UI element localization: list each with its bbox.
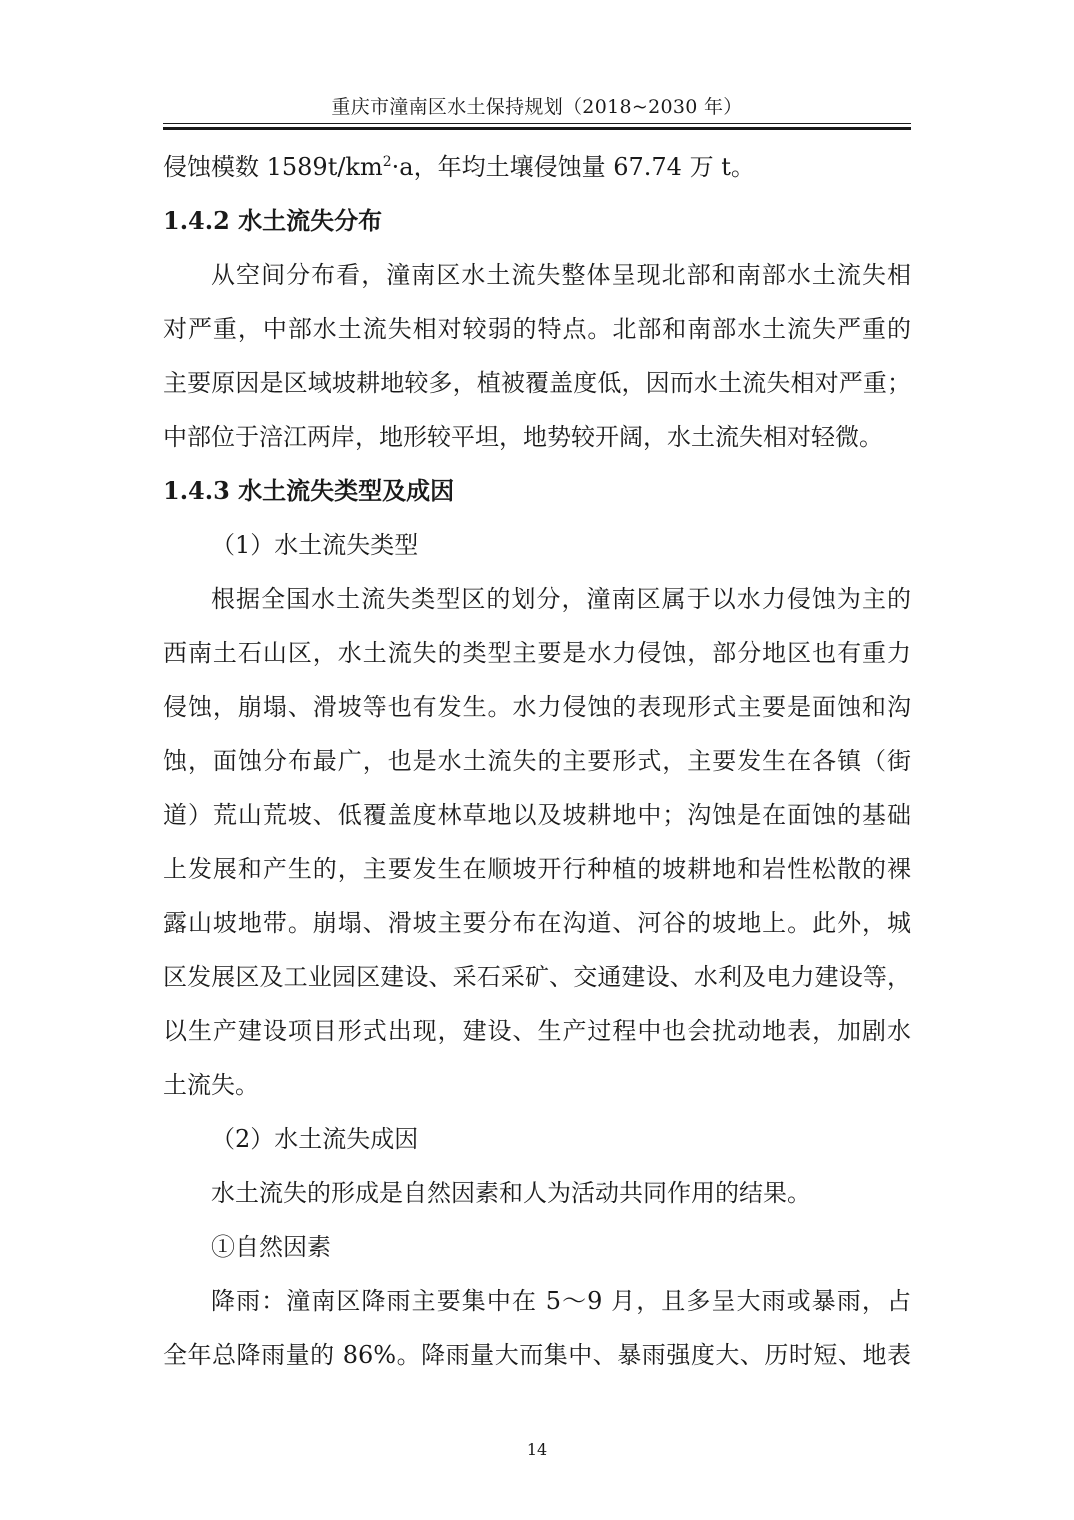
body-line: 降雨：潼南区降雨主要集中在 5～9 月，且多呈大雨或暴雨，占 — [211, 1287, 911, 1315]
body-line: 侵蚀，崩塌、滑坡等也有发生。水力侵蚀的表现形式主要是面蚀和沟 — [163, 693, 911, 721]
text-run: ·a，年均土壤侵蚀量 67.74 万 t。 — [391, 153, 755, 181]
section-heading-1-4-3: 1.4.3 水土流失类型及成因 — [163, 476, 455, 505]
body-line: 主要原因是区域坡耕地较多，植被覆盖度低，因而水土流失相对严重； — [163, 369, 911, 397]
superscript: 2 — [382, 154, 392, 170]
body-line: 西南土石山区，水土流失的类型主要是水力侵蚀，部分地区也有重力 — [163, 639, 911, 667]
header-rule-thick — [163, 127, 911, 130]
running-header: 重庆市潼南区水土保持规划（2018~2030 年） — [331, 96, 743, 118]
body-line — [163, 140, 911, 194]
body-line: 蚀，面蚀分布最广，也是水土流失的主要形式，主要发生在各镇（街 — [163, 747, 911, 775]
page-number: 14 — [526, 1440, 548, 1459]
body-line: 对严重，中部水土流失相对较弱的特点。北部和南部水土流失严重的 — [163, 315, 911, 343]
body-line: 上发展和产生的，主要发生在顺坡开行种植的坡耕地和岩性松散的裸 — [163, 855, 911, 883]
header-rule-thin — [163, 123, 911, 124]
body-line: 以生产建设项目形式出现，建设、生产过程中也会扰动地表，加剧水 — [163, 1017, 911, 1045]
body-line: 土流失。 — [163, 1071, 259, 1099]
body-line: 全年总降雨量的 86%。降雨量大而集中、暴雨强度大、历时短、地表 — [163, 1341, 911, 1369]
body-line: 水土流失的形成是自然因素和人为活动共同作用的结果。 — [211, 1179, 811, 1207]
body-line: 根据全国水土流失类型区的划分，潼南区属于以水力侵蚀为主的 — [211, 585, 911, 613]
body-line: 中部位于涪江两岸，地形较平坦，地势较开阔，水土流失相对轻微。 — [163, 423, 883, 451]
body-line: 露山坡地带。崩塌、滑坡主要分布在沟道、河谷的坡地上。此外，城 — [163, 909, 911, 937]
page-body — [163, 140, 911, 1382]
body-line: 道）荒山荒坡、低覆盖度林草地以及坡耕地中；沟蚀是在面蚀的基础 — [163, 801, 911, 829]
text-run: 侵蚀模数 1589t/km — [163, 153, 383, 181]
subheading-erosion-causes: （2）水土流失成因 — [211, 1125, 419, 1153]
section-heading-1-4-2: 1.4.2 水土流失分布 — [163, 206, 383, 235]
subheading-natural-factors: ①自然因素 — [211, 1233, 331, 1261]
body-line: 从空间分布看，潼南区水土流失整体呈现北部和南部水土流失相 — [211, 261, 911, 289]
body-line: 区发展区及工业园区建设、采石采矿、交通建设、水利及电力建设等， — [163, 963, 911, 991]
subheading-erosion-types: （1）水土流失类型 — [211, 531, 419, 559]
